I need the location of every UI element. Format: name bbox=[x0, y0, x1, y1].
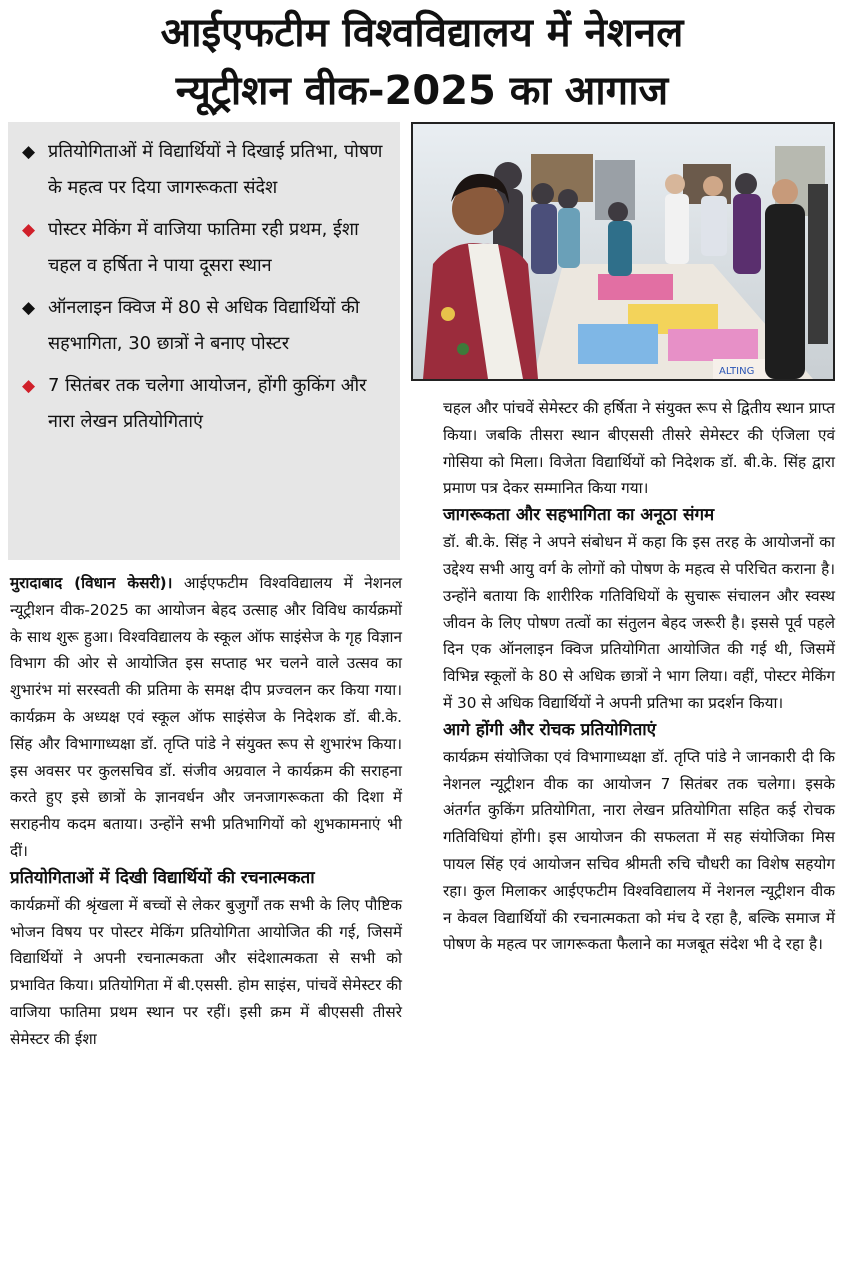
article-right-column bbox=[443, 395, 835, 958]
diamond-bullet-icon: ◆ bbox=[22, 298, 36, 318]
diamond-bullet-icon: ◆ bbox=[22, 220, 36, 240]
highlight-item bbox=[22, 212, 390, 284]
subheading: जागरूकता और सहभागिता का अनूठा संगम bbox=[443, 505, 715, 526]
article-paragraph-text: आईएफटीम विश्वविद्यालय में नेशनल न्यूट्रीशन वीक-2025 का आयोजन बेहद उत्साह और विविध कार्यक्रमों के साथ शुरू हुआ। विश्वविद्यालय के स्कूल ऑफ साइंसेज के गृह विज्ञान विभाग की ओर से आयोजित इस सप्ताह भर चलने वाले उत्सव का शुभारंभ मां सरस्वती की प्रतिमा के समक्ष दीप प्रज्वलन कर किया गया। कार्यक्रम के अध्यक्ष एवं स्कूल ऑफ साइंसेज के निदेशक डॉ. बी.के. सिंह और विभागाध्यक्षा डॉ. तृप्ति पांडे ने संयुक्त रूप से शुभारंभ किया। इस अवसर पर कुलसचिव डॉ. संजीव अग्रवाल ने कार्यक्रम की सराहना करते हुए इसे छात्रों के ज्ञानवर्धन और जनजागरूकता की दिशा में सराहनीय कदम बताया। उन्होंने सभी प्रतिभागियों को शुभकामनाएं भी दीं। bbox=[10, 574, 402, 860]
highlight-item bbox=[22, 290, 390, 362]
headline bbox=[0, 4, 844, 120]
event-photo-illustration bbox=[413, 124, 833, 379]
article-paragraph bbox=[10, 570, 402, 865]
diamond-bullet-icon: ◆ bbox=[22, 142, 36, 162]
subheading: आगे होंगी और रोचक प्रतियोगिताएं bbox=[443, 719, 657, 740]
highlight-item bbox=[22, 368, 390, 440]
event-photo bbox=[411, 122, 835, 381]
highlight-text: 7 सितंबर तक चलेगा आयोजन, होंगी कुकिंग और नारा लेखन प्रतियोगिताएं bbox=[48, 375, 367, 432]
article-paragraph: कार्यक्रमों की श्रृंखला में बच्चों से लेकर बुजुर्गों तक सभी के लिए पौष्टिक भोजन विषय पर पोस्टर मेकिंग प्रतियोगिता आयोजित की गई, जिसमें विद्यार्थियों ने अपनी रचनात्मकता और संदेशात्मकता से सभी को प्रभावित किया। प्रतियोगिता में बी.एससी. होम साइंस, पांचवें सेमेस्टर की वाजिया फातिमा प्रथम स्थान पर रहीं। इसी क्रम में बीएससी तीसरे सेमेस्टर की ईशा bbox=[10, 895, 402, 1048]
article-paragraph: डॉ. बी.के. सिंह ने अपने संबोधन में कहा कि इस तरह के आयोजनों का उद्देश्य सभी आयु वर्ग के लोगों को पोषण के महत्व से परिचित कराना है। उन्होंने बताया कि शारीरिक गतिविधियों के सुचारू संचालन और स्वस्थ जीवन के लिए पोषण तत्वों का संतुलन बेहद जरूरी है। इससे पूर्व पहले दिन एक ऑनलाइन क्विज प्रतियोगिता आयोजित की गई थी, जिसमें विभिन्न स्कूलों के 80 से अधिक छात्रों ने भाग लिया। वहीं, पोस्टर मेकिंग में 30 से अधिक विद्यार्थियों ने अपनी प्रतिभा का प्रदर्शन किया। bbox=[443, 533, 835, 712]
headline-line-1: आईएफटीम विश्वविद्यालय में नेशनल bbox=[160, 10, 684, 56]
byline: मुरादाबाद (विधान केसरी)। bbox=[10, 574, 173, 592]
article-paragraph: कार्यक्रम संयोजिका एवं विभागाध्यक्षा डॉ. तृप्ति पांडे ने जानकारी दी कि नेशनल न्यूट्रीशन वीक का आयोजन 7 सितंबर तक चलेगा। इसके अंतर्गत कुकिंग प्रतियोगिता, नारा लेखन प्रतियोगिता सहित कई रोचक गतिविधियां होंगी। इस आयोजन की सफलता में सह संयोजिका मिस पायल सिंह एवं आयोजन सचिव श्रीमती रुचि चौधरी का विशेष सहयोग रहा। कुल मिलाकर आईएफटीम विश्वविद्यालय में नेशनल न्यूट्रीशन वीक न केवल विद्यार्थियों की रचनात्मकता को मंच दे रहा है, बल्कि समाज में पोषण के महत्व पर जागरूकता फैलाने का मजबूत संदेश भी दे रहा है। bbox=[443, 747, 835, 954]
highlight-text: प्रतियोगिताओं में विद्यार्थियों ने दिखाई प्रतिभा, पोषण के महत्व पर दिया जागरूकता संदेश bbox=[48, 141, 383, 198]
diamond-bullet-icon: ◆ bbox=[22, 376, 36, 396]
article-paragraph: चहल और पांचवें सेमेस्टर की हर्षिता ने संयुक्त रूप से द्वितीय स्थान प्राप्त किया। जबकि तीसरा स्थान बीएससी तीसरे सेमेस्टर की एंजिला एवं गोसिया को मिला। विजेता विद्यार्थियों को निदेशक डॉ. बी.के. सिंह द्वारा प्रमाण पत्र देकर सम्मानित किया गया। bbox=[443, 399, 835, 498]
highlight-text: पोस्टर मेकिंग में वाजिया फातिमा रही प्रथम, ईशा चहल व हर्षिता ने पाया दूसरा स्थान bbox=[48, 219, 359, 276]
highlight-item bbox=[22, 134, 390, 206]
article-left-column bbox=[10, 570, 402, 1053]
highlights-box bbox=[8, 122, 400, 560]
highlight-text: ऑनलाइन क्विज में 80 से अधिक विद्यार्थियों की सहभागिता, 30 छात्रों ने बनाए पोस्टर bbox=[48, 297, 360, 354]
poster-text: ALTING bbox=[719, 366, 755, 377]
subheading: प्रतियोगिताओं में दिखी विद्यार्थियों की रचनात्मकता bbox=[10, 867, 315, 888]
headline-line-2: न्यूट्रीशन वीक-2025 का आगाज bbox=[175, 68, 669, 114]
